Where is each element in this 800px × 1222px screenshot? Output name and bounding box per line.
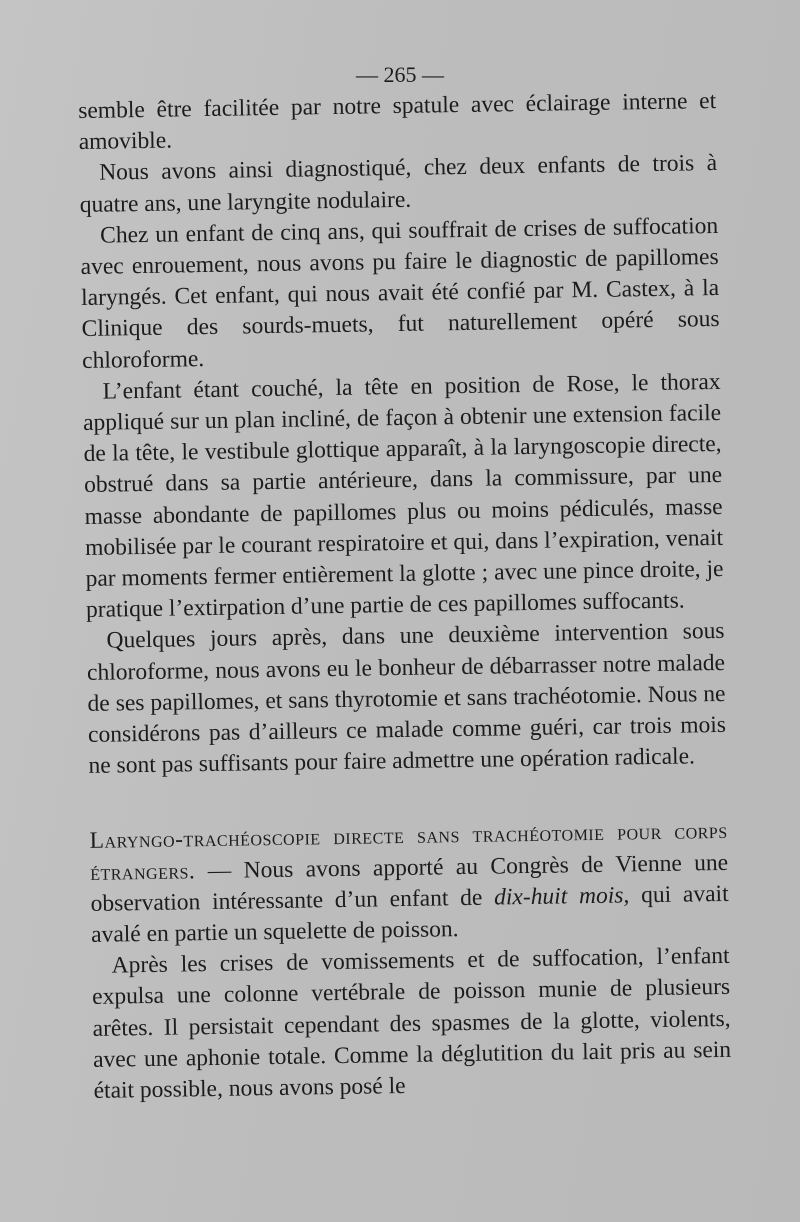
paragraph-deuxieme-intervention: Quelques jours après, dans une deuxième intervention sous chloroforme, nous avons eu le bonheur de débarrasser notre malade de ses papillomes, et sans thyrotomie et sans trachéotomie. Nous ne considérons pas d’ailleurs ce malade comme guéri, car trois mois ne sont pas suffisants pour faire admettre une opération radicale. — [86, 618, 727, 780]
paragraph-continuation: semble être facilitée par notre spatule avec éclairage interne et amovible. — [78, 87, 717, 156]
paragraph-operation: L’enfant étant couché, la tête en position de Rose, le thorax appliqué sur un plan incliné, de façon à obtenir une extension facile de la tête, le vestibule glottique apparaît, à la laryngoscopie directe, obstrué dans sa partie antérieure, dans la commissure, par une masse abondante de papillomes plus ou moins pédiculés, masse mobilisée par le courant respiratoire et qui, dans l’expiration, venait par moments fermer entièrement la glotte ; avec une pince droite, je pratique l’extirpation d’une partie de ces papillomes suffocants. — [82, 368, 724, 624]
paragraph-last: Après les crises de vomissements et de suffocation, l’enfant expulsa une colonne vertébrale de poisson munie de plusieurs arêtes. Il persistait cependant des spasmes de la glotte, violents, avec une aphonie totale. Comme la déglutition du lait pris au sein était possible, nous avons posé le — [91, 943, 732, 1104]
paragraph-laryngite: Nous avons ainsi diagnostiqué, chez deux enfants de trois à quatre ans, une laryngite nodulaire. — [79, 150, 718, 218]
section-italic: dix-huit mois, — [493, 882, 630, 911]
section-text-start: Nous avons apporté au Congrès de Vienne une observation intéressante d’un enfant de — [90, 849, 729, 917]
section-text-end: qui avait avalé en partie un squelette de poisson. — [90, 880, 729, 948]
body-text — [78, 86, 732, 1107]
section-dash: — — [195, 857, 244, 884]
section-paragraph — [89, 816, 729, 951]
page-number: — 265 — — [356, 62, 444, 87]
section-heading: Laryngo-trachéoscopie directe sans trachéotomie pour corps étrangers. — [89, 818, 728, 886]
paragraph-papillomes: Chez un enfant de cinq ans, qui souffrait de crises de suffocation avec enrouement, nous avons pu faire le diagnostic de papillomes laryngés. Cet enfant, qui nous avait été confié par M. Castex, à la Clinique des sourds-muets, fut naturellement opéré sous chloroforme. — [80, 212, 720, 374]
